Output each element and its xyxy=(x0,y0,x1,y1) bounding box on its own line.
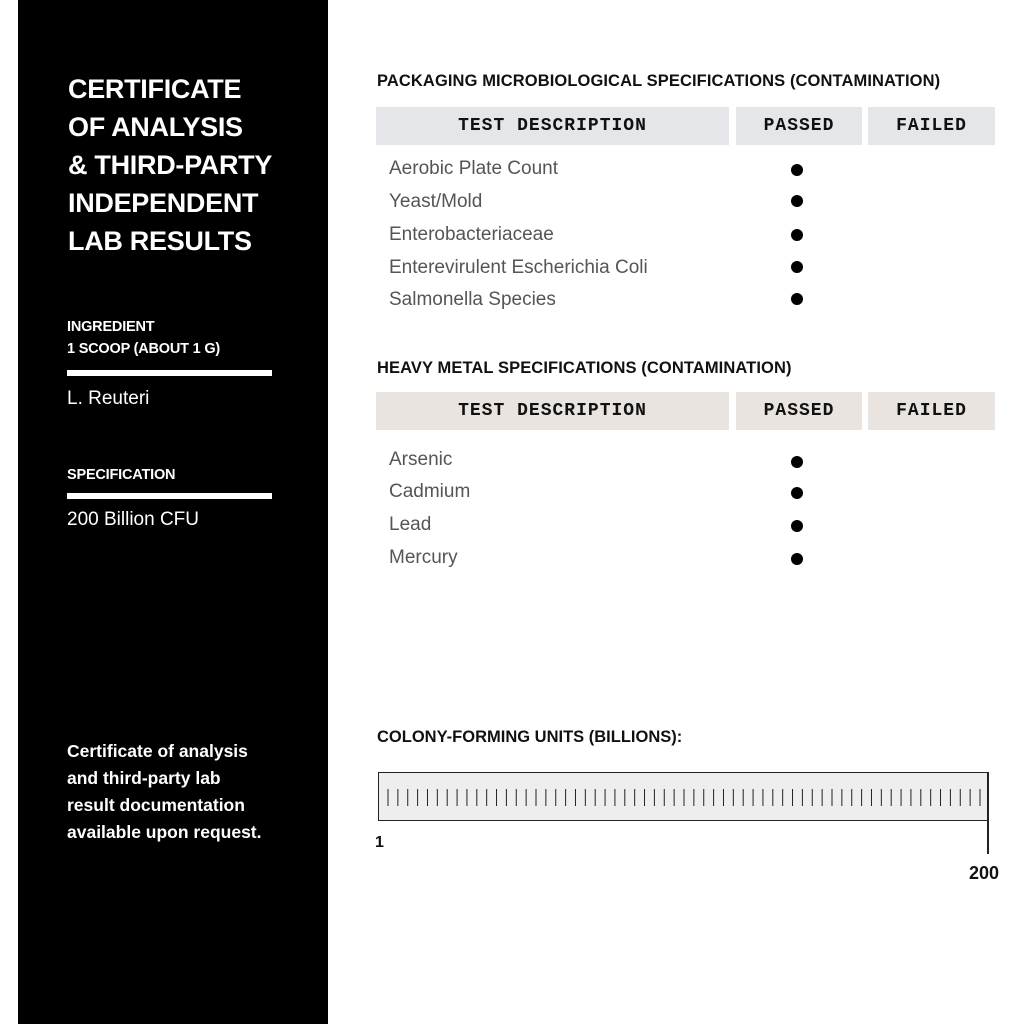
micro-row-label: Enterobacteriaceae xyxy=(389,224,554,245)
title-line: INDEPENDENT xyxy=(68,188,259,218)
passed-dot-icon xyxy=(791,456,803,468)
title-line: CERTIFICATE xyxy=(68,74,242,104)
note-line: available upon request. xyxy=(67,822,262,842)
ingredient-label-line: 1 SCOOP (ABOUT 1 G) xyxy=(67,341,221,357)
specification-value: 200 Billion CFU xyxy=(67,509,199,530)
cfu-title: COLONY-FORMING UNITS (BILLIONS): xyxy=(377,728,683,746)
micro-row-label: Yeast/Mold xyxy=(389,191,483,212)
certificate-title xyxy=(68,70,318,260)
passed-dot-icon xyxy=(791,164,803,176)
ingredient-divider xyxy=(67,370,272,376)
metal-row-label: Lead xyxy=(389,514,432,535)
passed-dot-icon xyxy=(791,553,803,565)
note-line: Certificate of analysis xyxy=(67,741,248,761)
cfu-scale-bar xyxy=(378,772,989,821)
passed-dot-icon xyxy=(791,195,803,207)
metal-header-passed: PASSED xyxy=(736,392,862,430)
cfu-min-label: 1 xyxy=(375,834,384,851)
passed-dot-icon xyxy=(791,293,803,305)
heavy-metal-section-title: HEAVY METAL SPECIFICATIONS (CONTAMINATION) xyxy=(377,359,792,377)
passed-dot-icon xyxy=(791,229,803,241)
metal-row-label: Cadmium xyxy=(389,481,471,502)
metal-header-failed: FAILED xyxy=(868,392,995,430)
passed-dot-icon xyxy=(791,487,803,499)
ingredient-label xyxy=(67,316,297,360)
sidebar xyxy=(18,0,328,1024)
specification-divider xyxy=(67,493,272,499)
metal-header-description: TEST DESCRIPTION xyxy=(376,392,729,430)
note-line: result documentation xyxy=(67,795,245,815)
cfu-ticks xyxy=(379,773,990,822)
cfu-max-label: 200 xyxy=(969,863,1000,883)
micro-header-failed: FAILED xyxy=(868,107,995,145)
title-line: & THIRD-PARTY xyxy=(68,150,273,180)
micro-header-description: TEST DESCRIPTION xyxy=(376,107,729,145)
title-line: OF ANALYSIS xyxy=(68,112,243,142)
passed-dot-icon xyxy=(791,520,803,532)
passed-dot-icon xyxy=(791,261,803,273)
ingredient-label-line: INGREDIENT xyxy=(67,319,155,335)
metal-row-label: Arsenic xyxy=(389,449,453,470)
cfu-end-marker xyxy=(987,772,989,854)
note-line: and third-party lab xyxy=(67,768,221,788)
micro-row-label: Enterevirulent Escherichia Coli xyxy=(389,257,648,278)
availability-note xyxy=(67,738,307,846)
microbiological-section-title: PACKAGING MICROBIOLOGICAL SPECIFICATIONS (CONTAMINATION) xyxy=(377,72,941,90)
ingredient-value: L. Reuteri xyxy=(67,388,150,409)
specification-label: SPECIFICATION xyxy=(67,467,176,483)
micro-row-label: Aerobic Plate Count xyxy=(389,158,558,179)
metal-row-label: Mercury xyxy=(389,547,458,568)
micro-row-label: Salmonella Species xyxy=(389,289,556,310)
title-line: LAB RESULTS xyxy=(68,226,252,256)
micro-header-passed: PASSED xyxy=(736,107,862,145)
